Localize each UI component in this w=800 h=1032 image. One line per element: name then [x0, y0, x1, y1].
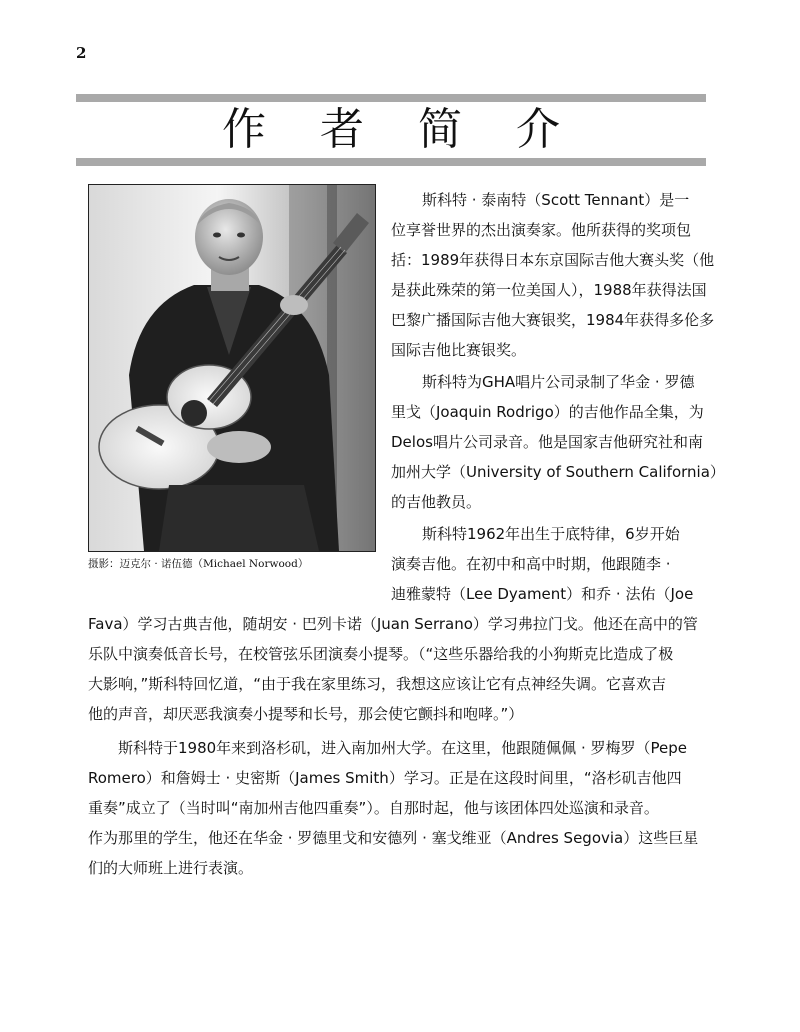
body-line: Romero）和詹姆士 · 史密斯（James Smith）学习。正是在这段时间里，“洛杉矶吉他四 [88, 769, 682, 787]
body-line: 加州大学（University of Southern California） [391, 463, 725, 481]
title-rule-top [76, 94, 706, 102]
body-line: 国际吉他比赛银奖。 [391, 341, 527, 359]
body-line: 斯科特为GHA唱片公司录制了华金 · 罗德 [422, 373, 695, 391]
body-line: 斯科特于1980年来到洛杉矶，进入南加州大学。在这里，他跟随佩佩 · 罗梅罗（Pepe [118, 739, 687, 757]
photo-caption: 摄影：迈克尔 · 诺伍德（Michael Norwood） [88, 558, 309, 570]
body-line: 里戈（Joaquin Rodrigo）的吉他作品全集，为 [391, 403, 704, 421]
body-line: 乐队中演奏低音长号，在校管弦乐团演奏小提琴。（“这些乐器给我的小狗斯克比造成了极 [88, 645, 674, 663]
body-line: 的吉他教员。 [391, 493, 482, 511]
body-line: 大影响，”斯科特回忆道，“由于我在家里练习，我想这应该让它有点神经失调。它喜欢吉 [88, 675, 667, 693]
body-line: Fava）学习古典吉他，随胡安 · 巴列卡诺（Juan Serrano）学习弗拉门戈。他还在高中的管 [88, 615, 698, 633]
body-line: 巴黎广播国际吉他大赛银奖，1984年获得多伦多 [391, 311, 715, 329]
body-line: 他的声音，却厌恶我演奏小提琴和长号，那会使它颤抖和咆哮。”） [88, 705, 524, 723]
page-number: 2 [76, 44, 87, 62]
body-line: 是获此殊荣的第一位美国人），1988年获得法国 [391, 281, 707, 299]
body-line: 斯科特 · 泰南特（Scott Tennant）是一 [422, 191, 690, 209]
body-line: 演奏吉他。在初中和高中时期，他跟随李 · [391, 555, 671, 573]
author-photo [88, 184, 376, 552]
body-line: 作为那里的学生，他还在华金 · 罗德里戈和安德列 · 塞戈维亚（Andres Segovia）这些巨星 [88, 829, 699, 847]
body-line: Delos唱片公司录音。他是国家吉他研究社和南 [391, 433, 703, 451]
body-line: 斯科特1962年出生于底特律，6岁开始 [422, 525, 680, 543]
body-line: 迪雅蒙特（Lee Dyament）和乔 · 法佑（Joe [391, 585, 694, 603]
guitarist-portrait-illustration [89, 185, 375, 551]
body-line: 位享誉世界的杰出演奏家。他所获得的奖项包 [391, 221, 692, 239]
title-rule-bottom [76, 158, 706, 166]
body-line: 括：1989年获得日本东京国际吉他大赛头奖（他 [391, 251, 715, 269]
body-line: 重奏”成立了（当时叫“南加州吉他四重奏”）。自那时起，他与该团体四处巡演和录音。 [88, 799, 659, 817]
page-title: 作 者 简 介 [222, 104, 580, 155]
body-line: 们的大师班上进行表演。 [88, 859, 254, 877]
